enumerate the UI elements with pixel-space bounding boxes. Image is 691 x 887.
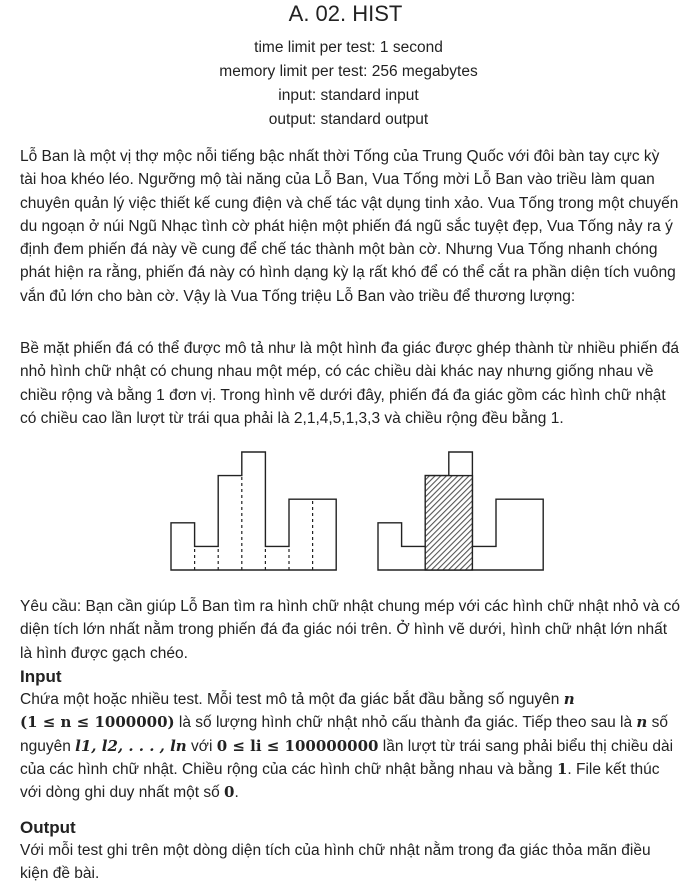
input-text-5: với <box>186 737 217 755</box>
math-zero: 0 <box>224 783 235 802</box>
time-limit: time limit per test: 1 second <box>254 39 443 56</box>
input-text-6: lần lượt từ trái sang phải biểu thị chiều dài <box>378 737 674 755</box>
statement-paragraph-2: Bề mặt phiến đá có thể được mô tả như là một hình đa giác được ghép thành từ nhiều phiến đá nhỏ hình chữ nhật có chung nhau một mép, có các chiều dài khác nay nhưng giống nhau về chiều rộng và bằng 1 đơn vị. Trong hình vẽ dưới đây, phiến đá đa giác gồm các hình chữ nhật có chiều cao lần lượt từ trái qua phải là 2,1,4,5,1,3,3 và chiều rộng đều bằng 1. <box>20 340 679 427</box>
input-text-4: nguyên <box>20 737 76 755</box>
histogram-figure <box>166 450 548 576</box>
histogram-left <box>171 452 336 570</box>
math-n: n <box>563 690 575 708</box>
memory-limit: memory limit per test: 256 megabytes <box>219 63 478 80</box>
input-description <box>20 688 680 804</box>
statement-paragraph-1: Lỗ Ban là một vị thợ mộc nỗi tiếng bậc nhất thời Tống của Trung Quốc với đôi bàn tay cực kỳ tài hoa khéo léo. Ngưỡng mộ tài năng của Lỗ Ban, Vua Tống mời Lỗ Ban vào triều làm quan chuyên quản lý việc thiết kế cung điện và chế tác vật dụng tinh xảo. Vua Tống trong một chuyến du ngoạn ở núi Ngũ Nhạc tình cờ phát hiện một phiến đá ngũ sắc tuyệt đẹp, Vua Tống nảy ra ý định đem phiến đá này về cung để chế tác thành một bàn cờ. Nhưng Vua Tống nhanh chóng phát hiện ra rằng, phiến đá này có hình dạng kỳ lạ rất khó để có thể cắt ra phần diện tích vuông vắn đủ lớn cho bàn cờ. Vậy là Vua Tống triệu Lỗ Ban vào triều để thương lượng: <box>20 148 679 305</box>
output-heading: Output <box>20 818 76 837</box>
histogram-outline <box>171 452 336 570</box>
input-text-8: . File kết thúc <box>567 760 660 778</box>
math-one: 1 <box>556 759 568 778</box>
input-file: input: standard input <box>278 87 419 104</box>
input-text-3: số <box>647 714 669 732</box>
math-n-2: n <box>636 713 648 732</box>
math-range: 0 ≤ li ≤ 100000000 <box>216 736 379 755</box>
output-description: Với mỗi test ghi trên một dòng diện tích của hình chữ nhật nằm trong đa giác thỏa mãn điều kiện đề bài. <box>20 842 651 883</box>
input-heading: Input <box>20 667 62 686</box>
problem-title: A. 02. HIST <box>288 1 403 26</box>
input-text-2: là số lượng hình chữ nhật nhỏ cấu thành đa giác. Tiếp theo sau là <box>174 714 637 732</box>
math-constraint: (1 ≤ n ≤ 1000000) <box>20 713 175 732</box>
histogram-right-hatched <box>378 452 543 570</box>
output-file: output: standard output <box>268 111 429 128</box>
input-text-7: của các hình chữ nhật. Chiều rộng của các hình chữ nhật bằng nhau và bằng <box>20 760 557 778</box>
input-text-9: với dòng ghi duy nhất một số <box>20 784 225 802</box>
largest-rectangle-hatched <box>425 476 472 570</box>
input-text-10: . <box>234 784 239 802</box>
math-sequence: l1, l2, . . . , ln <box>75 736 187 755</box>
input-text-1: Chứa một hoặc nhiều test. Mỗi test mô tả một đa giác bắt đầu bằng số nguyên <box>20 691 560 708</box>
statement-paragraph-3: Yêu cầu: Bạn cần giúp Lỗ Ban tìm ra hình chữ nhật chung mép với các hình chữ nhật nhỏ và có diện tích lớn nhất nằm trong phiến đá đa giác nói trên. Ở hình vẽ dưới, hình chữ nhật lớn nhất là hình được gạch chéo. <box>20 598 680 662</box>
